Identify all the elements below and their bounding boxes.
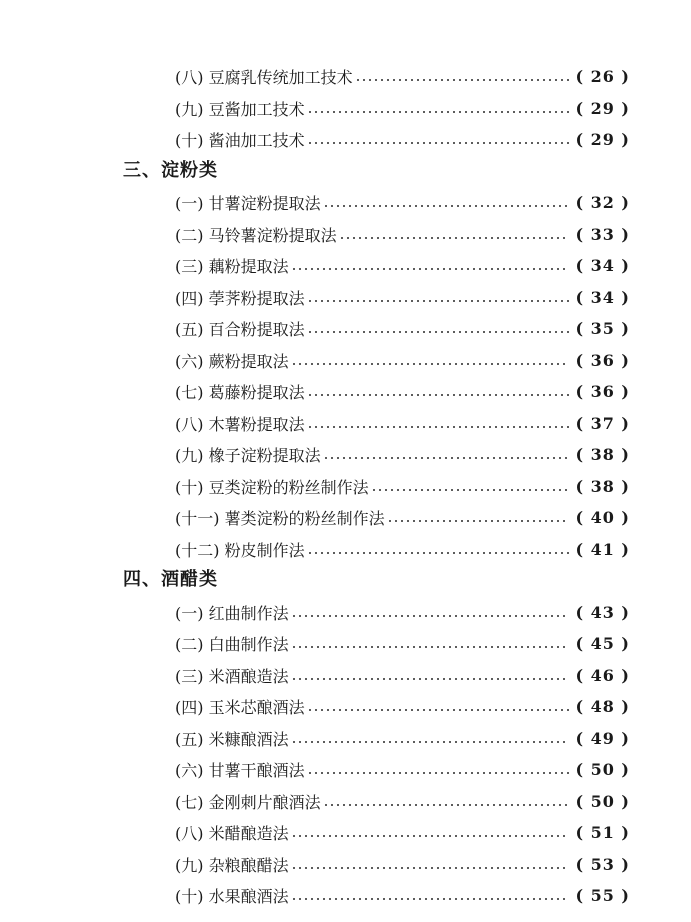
- toc-entry: [175, 850, 630, 878]
- toc-entry-title: (十一) 薯类淀粉的粉丝制作法: [175, 508, 385, 528]
- toc-entry: [175, 188, 630, 216]
- dot-leader: [307, 772, 570, 774]
- toc-entry: [175, 251, 630, 279]
- toc-entry-title: (九) 橡子淀粉提取法: [175, 445, 321, 465]
- toc-entry: [175, 346, 630, 374]
- dot-leader: [307, 142, 570, 144]
- toc-entry-page: ( 38 ): [575, 476, 630, 496]
- toc-entry-title: (八) 米醋酿造法: [175, 823, 289, 843]
- toc-entry-title: (十) 酱油加工技术: [175, 130, 305, 150]
- toc-entry-title: (八) 木薯粉提取法: [175, 414, 305, 434]
- toc-entry: [175, 535, 630, 563]
- section-heading: 四、酒醋类: [123, 569, 218, 590]
- toc-entry: [175, 377, 630, 405]
- toc-entry-page: ( 36 ): [575, 350, 630, 370]
- toc-entry-title: (二) 白曲制作法: [175, 634, 289, 654]
- toc-entry-page: ( 48 ): [575, 696, 630, 716]
- dot-leader: [307, 331, 570, 333]
- toc-entry-title: (十) 水果酿酒法: [175, 886, 289, 906]
- toc-entry-title: (五) 米糠酿酒法: [175, 729, 289, 749]
- toc-entry-page: ( 50 ): [575, 759, 630, 779]
- toc-entry-title: (六) 蕨粉提取法: [175, 351, 289, 371]
- toc-entry-page: ( 43 ): [575, 602, 630, 622]
- toc-entry-page: ( 40 ): [575, 507, 630, 527]
- toc-entry-page: ( 29 ): [575, 98, 630, 118]
- toc-entry-title: (三) 米酒酿造法: [175, 666, 289, 686]
- dot-leader: [291, 867, 570, 869]
- toc-entry-title: (八) 豆腐乳传统加工技术: [175, 67, 353, 87]
- toc-entry-title: (五) 百合粉提取法: [175, 319, 305, 339]
- toc-entry-page: ( 55 ): [575, 885, 630, 905]
- dot-leader: [307, 300, 570, 302]
- toc-entry-title: (九) 杂粮酿醋法: [175, 855, 289, 875]
- toc-entry: [175, 283, 630, 311]
- toc-entry: [175, 409, 630, 437]
- toc-entry: [175, 472, 630, 500]
- section-heading: 三、淀粉类: [123, 160, 218, 181]
- toc-entry-page: ( 33 ): [575, 224, 630, 244]
- toc-entry-page: ( 29 ): [575, 129, 630, 149]
- dot-leader: [339, 237, 570, 239]
- toc-entry-page: ( 35 ): [575, 318, 630, 338]
- toc-entry-title: (四) 荸荠粉提取法: [175, 288, 305, 308]
- toc-entry-page: ( 49 ): [575, 728, 630, 748]
- toc-entry: [175, 598, 630, 626]
- dot-leader: [291, 268, 570, 270]
- dot-leader: [291, 678, 570, 680]
- dot-leader: [307, 552, 570, 554]
- toc-entry-title: (七) 葛藤粉提取法: [175, 382, 305, 402]
- toc-entry-title: (一) 甘薯淀粉提取法: [175, 193, 321, 213]
- toc-entry-page: ( 37 ): [575, 413, 630, 433]
- toc-entry: [175, 314, 630, 342]
- toc-entry: [175, 440, 630, 468]
- toc-entry-title: (三) 藕粉提取法: [175, 256, 289, 276]
- toc-entry-page: ( 50 ): [575, 791, 630, 811]
- toc-entry-title: (六) 甘薯干酿酒法: [175, 760, 305, 780]
- toc-entry: [175, 629, 630, 657]
- dot-leader: [323, 205, 570, 207]
- toc-entry-page: ( 26 ): [575, 66, 630, 86]
- toc-entry: [175, 661, 630, 689]
- toc-entry: [175, 94, 630, 122]
- dot-leader: [307, 111, 570, 113]
- dot-leader: [307, 394, 570, 396]
- toc-entry-title: (四) 玉米芯酿酒法: [175, 697, 305, 717]
- toc-entry: [175, 818, 630, 846]
- toc-entry-page: ( 46 ): [575, 665, 630, 685]
- dot-leader: [323, 457, 570, 459]
- toc-entry: [175, 503, 630, 531]
- toc-entry: [175, 755, 630, 783]
- toc-entry-title: (一) 红曲制作法: [175, 603, 289, 623]
- dot-leader: [291, 615, 570, 617]
- toc-entry-page: ( 34 ): [575, 287, 630, 307]
- toc-entry-title: (二) 马铃薯淀粉提取法: [175, 225, 337, 245]
- dot-leader: [323, 804, 570, 806]
- toc-entry-page: ( 38 ): [575, 444, 630, 464]
- toc-entry-title: (十二) 粉皮制作法: [175, 540, 305, 560]
- toc-entry-page: ( 41 ): [575, 539, 630, 559]
- dot-leader: [291, 835, 570, 837]
- toc-entry-page: ( 36 ): [575, 381, 630, 401]
- dot-leader: [291, 363, 570, 365]
- toc-entry-page: ( 34 ): [575, 255, 630, 275]
- toc-entry-page: ( 32 ): [575, 192, 630, 212]
- dot-leader: [355, 79, 570, 81]
- toc-entry: [175, 62, 630, 90]
- toc-entry: [175, 125, 630, 153]
- dot-leader: [291, 646, 570, 648]
- toc-entry-page: ( 45 ): [575, 633, 630, 653]
- toc-entry-title: (十) 豆类淀粉的粉丝制作法: [175, 477, 369, 497]
- toc-entry-page: ( 51 ): [575, 822, 630, 842]
- toc-entry: [175, 220, 630, 248]
- dot-leader: [307, 709, 570, 711]
- toc-entry: [175, 724, 630, 752]
- toc-entry: [175, 787, 630, 815]
- toc-entry: [175, 692, 630, 720]
- toc-entry-title: (七) 金刚刺片酿酒法: [175, 792, 321, 812]
- dot-leader: [371, 489, 570, 491]
- dot-leader: [307, 426, 570, 428]
- toc-entry-page: ( 53 ): [575, 854, 630, 874]
- dot-leader: [291, 741, 570, 743]
- toc-entry-title: (九) 豆酱加工技术: [175, 99, 305, 119]
- dot-leader: [291, 898, 570, 900]
- dot-leader: [387, 520, 570, 522]
- toc-entry: [175, 881, 630, 909]
